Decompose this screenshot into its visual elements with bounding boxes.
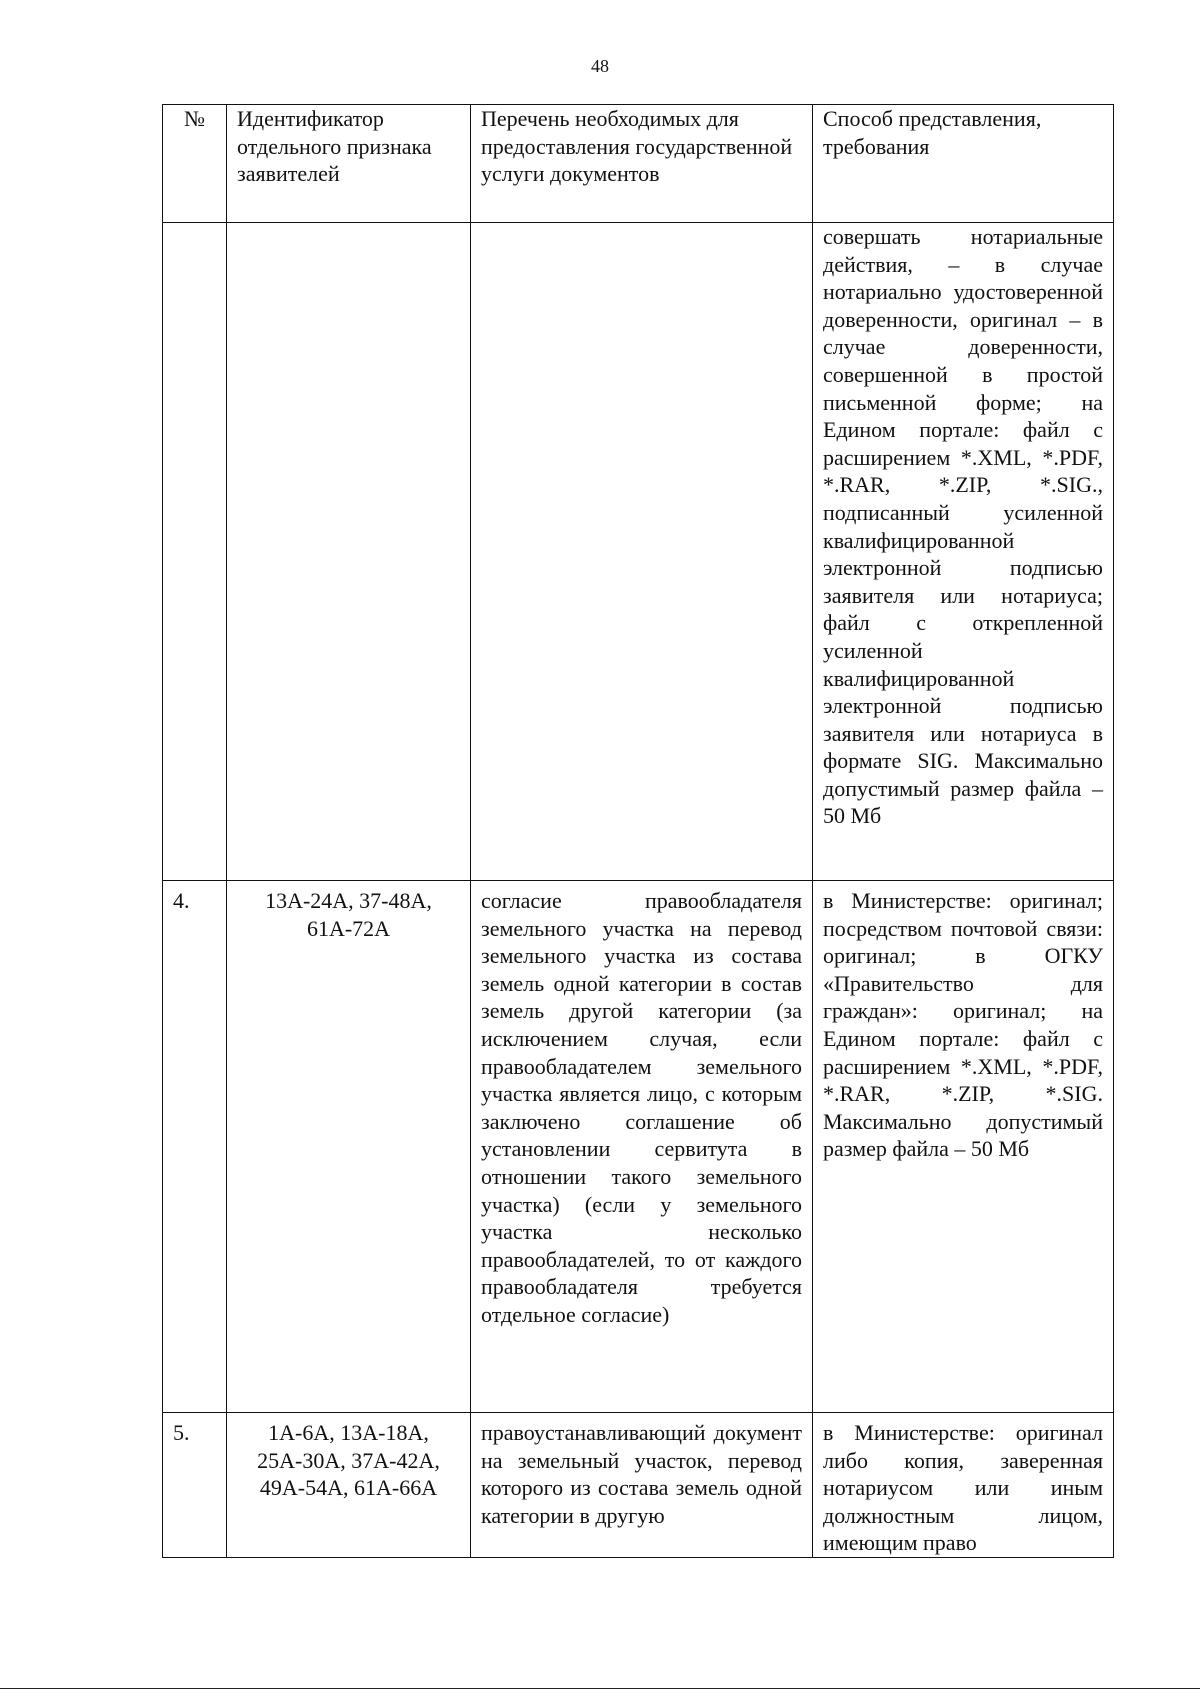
row-documents: согласие правообладателя земельного участка на перевод земельного участка из состава земель одной категории в состав земель другой категории (за исключением случая, если правообладателем земельного участка является лицо, с которым заключено соглашение об установлении сервитута в отношении такого земельного участка) (если у земельного участка несколько правообладателей, то от каждого правообладателя требуется отдельное согласие) [471, 881, 813, 1413]
row-documents [471, 223, 813, 881]
header-documents: Перечень необходимых для предоставления государственной услуги документов [471, 105, 813, 223]
page-number: 48 [591, 56, 609, 76]
table-row [163, 1413, 1114, 1558]
table-header-row [163, 105, 1114, 223]
row-identifier: 13А-24А, 37-48А, 61А-72А [227, 881, 471, 1413]
header-identifier: Идентификатор отдельного признака заявителей [227, 105, 471, 223]
row-number: 5. [163, 1413, 227, 1558]
row-method: в Министерстве: оригинал; посредством почтовой связи: оригинал; в ОГКУ «Правительство для граждан»: оригинал; на Едином портале: файл с расширением *.XML, *.PDF, *.RAR, *.ZIP, *.SIG. Максимально допустимый размер файла – 50 Мб [813, 881, 1114, 1413]
row-number: 4. [163, 881, 227, 1413]
header-number: № [163, 105, 227, 223]
row-identifier: 1А-6А, 13А-18А, 25А-30А, 37А-42А, 49А-54А, 61А-66А [227, 1413, 471, 1558]
header-method: Способ представления, требования [813, 105, 1114, 223]
row-identifier [227, 223, 471, 881]
table-row [163, 223, 1114, 881]
row-method: в Министерстве: оригинал либо копия, заверенная нотариусом или иным должностным лицом, имеющим право [813, 1413, 1114, 1558]
row-number [163, 223, 227, 881]
page-bottom-rule [0, 1688, 1200, 1689]
row-documents: правоустанавливающий документ на земельный участок, перевод которого из состава земель одной категории в другую [471, 1413, 813, 1558]
table-row [163, 881, 1114, 1413]
documents-table [162, 104, 1114, 1558]
row-method: совершать нотариальные действия, – в случае нотариально удостоверенной доверенности, оригинал – в случае доверенности, совершенной в простой письменной форме; на Едином портале: файл с расширением *.XML, *.PDF, *.RAR, *.ZIP, *.SIG., подписанный усиленной квалифицированной электронной подписью заявителя или нотариуса; файл с открепленной усиленной квалифицированной электронной подписью заявителя или нотариуса в формате SIG. Максимально допустимый размер файла – 50 Мб [813, 223, 1114, 881]
